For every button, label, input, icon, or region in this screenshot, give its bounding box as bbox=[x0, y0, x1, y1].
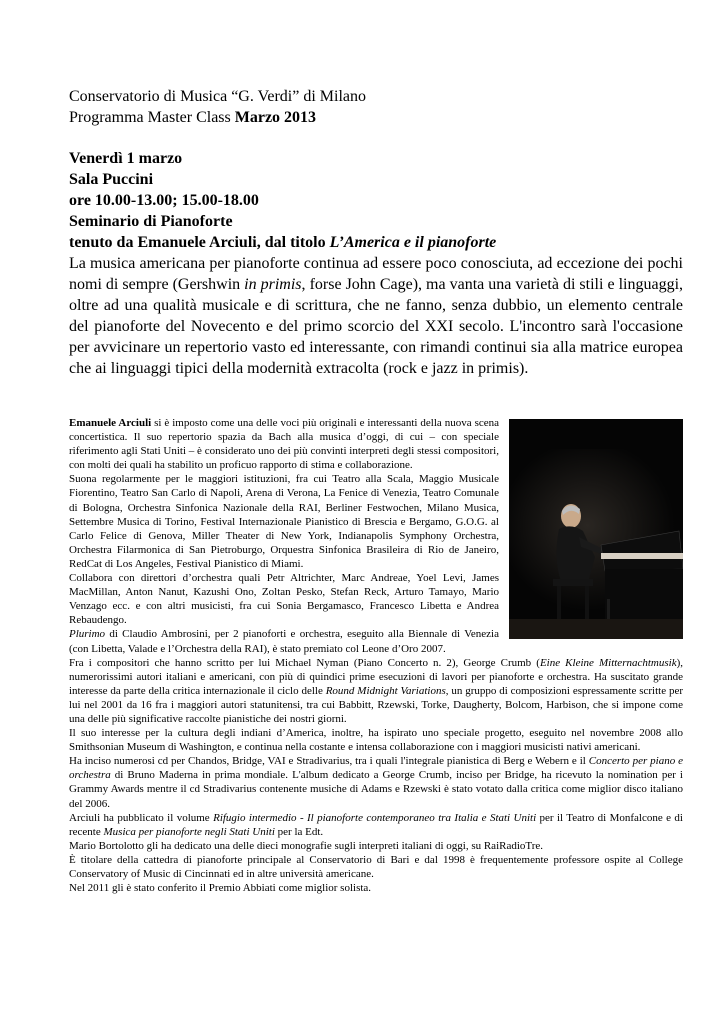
event-place: Sala Puccini bbox=[69, 171, 154, 188]
bio-paragraph-7: Ha inciso numerosi cd per Chandos, Bridge, VAI e Stradivarius, tra i quali l'integrale pianistica di Berg e Webern e il Concerto per piano e orchestra di Bruno Maderna in prima mondiale. L'album dedicato a George Crumb, inciso per Bridge, ha ricevuto la nomination per i Grammy Awards mentre il cd Stradivarius contenente musiche di Adams e Rzewski è stato votato dalla critica come miglior disco italiano del 2006. bbox=[69, 755, 683, 810]
program-title: Programma Master Class Marzo 2013 bbox=[69, 109, 317, 126]
document-page bbox=[69, 86, 683, 379]
pianist-photo-image bbox=[509, 419, 683, 639]
event-description: La musica americana per pianoforte continua ad essere poco conosciuta, ad eccezione dei pochi nomi di sempre (Gershwin in primis, forse John Cage), ma vanta una varietà di stili e linguaggi, oltre ad una qualità musicale e di scrittura, che ne fanno, senza dubbio, un elemento centrale del pianoforte del Novecento e del primo scorcio del XXI secolo. L'incontro sarà l'occasione per avvicinare un repertorio vasto ed interessante, con rimandi continui sia alla matrice europea che ai linguaggi tipici della modernità extracolta (rock e jazz in primis). bbox=[69, 255, 684, 377]
bio-paragraph-11: Nel 2011 gli è stato conferito il Premio Abbiati come miglior solista. bbox=[69, 882, 372, 895]
event-time: ore 10.00-13.00; 15.00-18.00 bbox=[69, 192, 259, 209]
biography-section bbox=[69, 416, 683, 895]
bio-paragraph-1: Emanuele Arciuli si è imposto come una delle voci più originali e interessanti della nuova scena concertistica. Il suo repertorio spazia da Bach alla musica d’oggi, di cui – con speciale riferimento agli Stati Uniti – è considerato uno dei più convinti interpreti degli stessi compositori, con molti dei quali ha stabilito un proficuo rapporto di stima e collaborazione. bbox=[69, 417, 499, 472]
event-section bbox=[69, 148, 683, 379]
document-header bbox=[69, 86, 683, 128]
bio-paragraph-2: Suona regolarmente per le maggiori istituzioni, fra cui Teatro alla Scala, Maggio Musicale Fiorentino, Teatro San Carlo di Napoli, Arena di Verona, La Fenice di Venezia, Teatro Comunale di Bologna, Orchestra Sinfonica Nazionale della RAI, Berliner Festwochen, Milano Musica, Settembre Musica di Torino, Festival Internazionale Pianistico di Brescia e Bergamo, G.O.G. al Carlo Felice di Genova, Miller Theater di New York, Indianapolis Symphony Orchestra, Orchestra Filarmonica di San Pietroburgo, Orquestra Sinfonica Brasileira di Rio de Janeiro, RedCat di Los Angeles, Festival Pianistico di Miami. bbox=[69, 473, 499, 570]
event-teacher: tenuto da Emanuele Arciuli, dal titolo L’America e il pianoforte bbox=[69, 234, 497, 251]
bio-paragraph-8: Arciuli ha pubblicato il volume Rifugio intermedio - Il pianoforte contemporaneo tra Italia e Stati Uniti per il Teatro di Monfalcone e di recente Musica per pianoforte negli Stati Uniti per la Edt. bbox=[69, 811, 683, 838]
event-date: Venerdì 1 marzo bbox=[69, 150, 183, 167]
bio-paragraph-3: Collabora con direttori d’orchestra quali Petr Altrichter, Marc Andreae, Yoel Levi, James MacMillan, Anton Nanut, Kazushi Ono, Zoltan Pesko, Stefan Reck, Arturo Tamayo, Mario Venzago ecc. e con altri musicisti, fra cui Sonia Bergamasco, Francesco Libetta e Andrea Rebaudengo. bbox=[69, 572, 499, 627]
institution-title: Conservatorio di Musica “G. Verdi” di Milano bbox=[69, 88, 366, 105]
bio-paragraph-6: Il suo interesse per la cultura degli indiani d’America, inoltre, ha ispirato uno speciale progetto, eseguito nel novembre 2008 allo Smithsonian Museum di Washington, e continua nella costante e intensa collaborazione con i maggiori musicisti nativi americani. bbox=[69, 727, 683, 754]
event-type: Seminario di Pianoforte bbox=[69, 213, 233, 230]
bio-paragraph-4: Plurimo di Claudio Ambrosini, per 2 pianoforti e orchestra, eseguito alla Biennale di Venezia (con Libetta, Valade e l’Orchestra della RAI), è stato premiato col Leone d’Oro 2007. bbox=[69, 628, 499, 655]
bio-paragraph-9: Mario Bortolotto gli ha dedicato una delle dieci monografie sugli interpreti italiani di oggi, su RaiRadioTre. bbox=[69, 839, 544, 852]
bio-paragraph-5: Fra i compositori che hanno scritto per lui Michael Nyman (Piano Concerto n. 2), George Crumb (Eine Kleine Mitternachtmusik), numerorissimi autori italiani e americani, con più di quindici prime esecuzioni di lavori per pianoforte e orchestra. Ha suscitato grande interesse da parte della critica internazionale il ciclo delle Round Midnight Variations, un gruppo di composizioni espressamente scritte per lui nel 2001 da 16 fra i maggiori autori statunitensi, tra cui Babbitt, Rzewski, Torke, Daugherty, Bolcom, Harbison, che si impone come una delle più significative raccolte pianistiche dei nostri giorni. bbox=[69, 656, 684, 725]
pianist-photo bbox=[509, 419, 683, 639]
bio-paragraph-10: È titolare della cattedra di pianoforte principale al Conservatorio di Bari e dal 1998 è frequentemente professore ospite al College Conservatory of Music di Cincinnati ed in altre università americane. bbox=[69, 853, 683, 880]
